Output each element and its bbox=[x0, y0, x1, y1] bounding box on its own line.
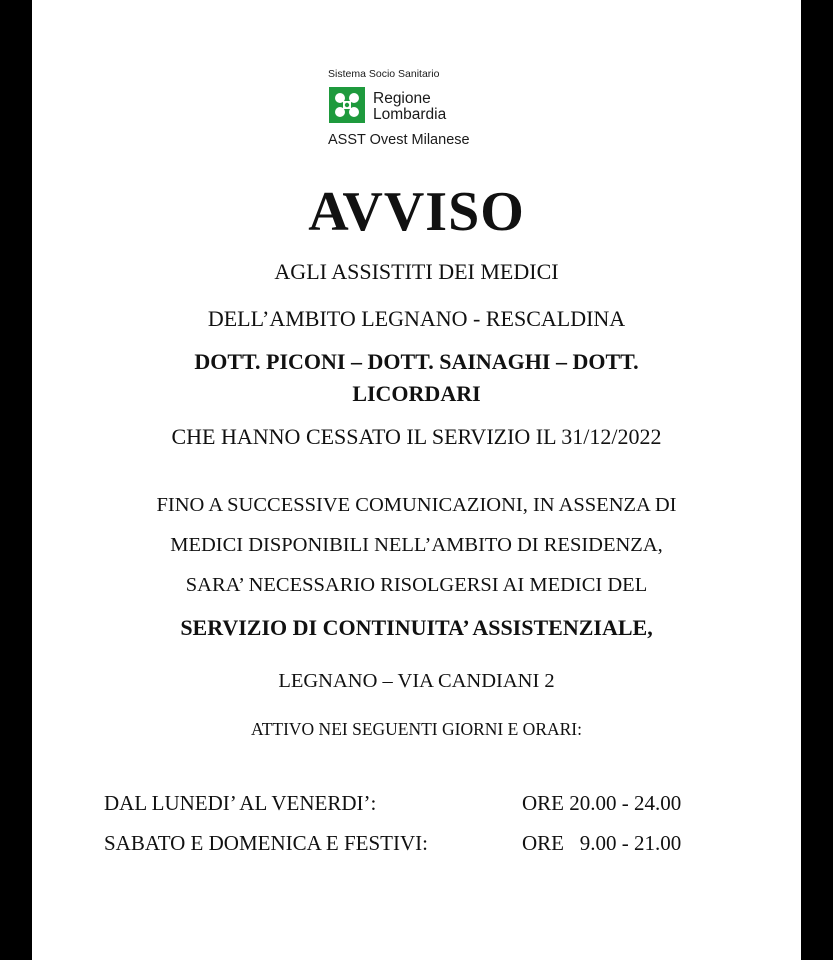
schedule-days: SABATO E DOMENICA E FESTIVI: bbox=[104, 831, 428, 855]
address-line: LEGNANO – VIA CANDIANI 2 bbox=[278, 670, 555, 692]
schedule-intro: ATTIVO NEI SEGUENTI GIORNI E ORARI: bbox=[251, 719, 582, 739]
schedule-hours: ORE 9.00 - 21.00 bbox=[522, 831, 682, 855]
logo-region-name bbox=[373, 91, 446, 123]
logo-region-line2: Lombardia bbox=[373, 106, 447, 123]
service-name-line bbox=[32, 615, 801, 641]
schedule-hours: ORE 20.00 - 24.00 bbox=[522, 791, 682, 815]
paragraph-line-2: MEDICI DISPONIBILI NELL’AMBITO DI RESIDENZA, bbox=[170, 534, 663, 556]
ceased-service-line: CHE HANNO CESSATO IL SERVIZIO IL 31/12/2022 bbox=[171, 424, 662, 449]
regione-lombardia-logo-icon bbox=[329, 87, 365, 123]
notice-title: AVVISO bbox=[308, 181, 525, 243]
service-name-suffix: , bbox=[647, 615, 653, 640]
schedule-days: DAL LUNEDI’ AL VENERDI’: bbox=[104, 791, 377, 815]
recipients-line: AGLI ASSISTITI DEI MEDICI bbox=[274, 259, 559, 284]
service-name: SERVIZIO DI CONTINUITA’ ASSISTENZIALE bbox=[180, 615, 648, 640]
logo-asst-label: ASST Ovest Milanese bbox=[328, 132, 470, 148]
logo-region-line1: Regione bbox=[373, 90, 431, 107]
notice-document bbox=[32, 0, 801, 960]
paragraph-line-3: SARA’ NECESSARIO RISOLGERSI AI MEDICI DEL bbox=[185, 574, 648, 596]
asst-logo bbox=[328, 68, 528, 152]
district-line: DELL’AMBITO LEGNANO - RESCALDINA bbox=[207, 306, 626, 331]
doctors-line-2: LICORDARI bbox=[352, 381, 481, 406]
paragraph-line-1: FINO A SUCCESSIVE COMUNICAZIONI, IN ASSENZA DI bbox=[156, 494, 677, 516]
doctors-line-1: DOTT. PICONI – DOTT. SAINAGHI – DOTT. bbox=[194, 349, 639, 374]
logo-system-label: Sistema Socio Sanitario bbox=[328, 68, 440, 80]
